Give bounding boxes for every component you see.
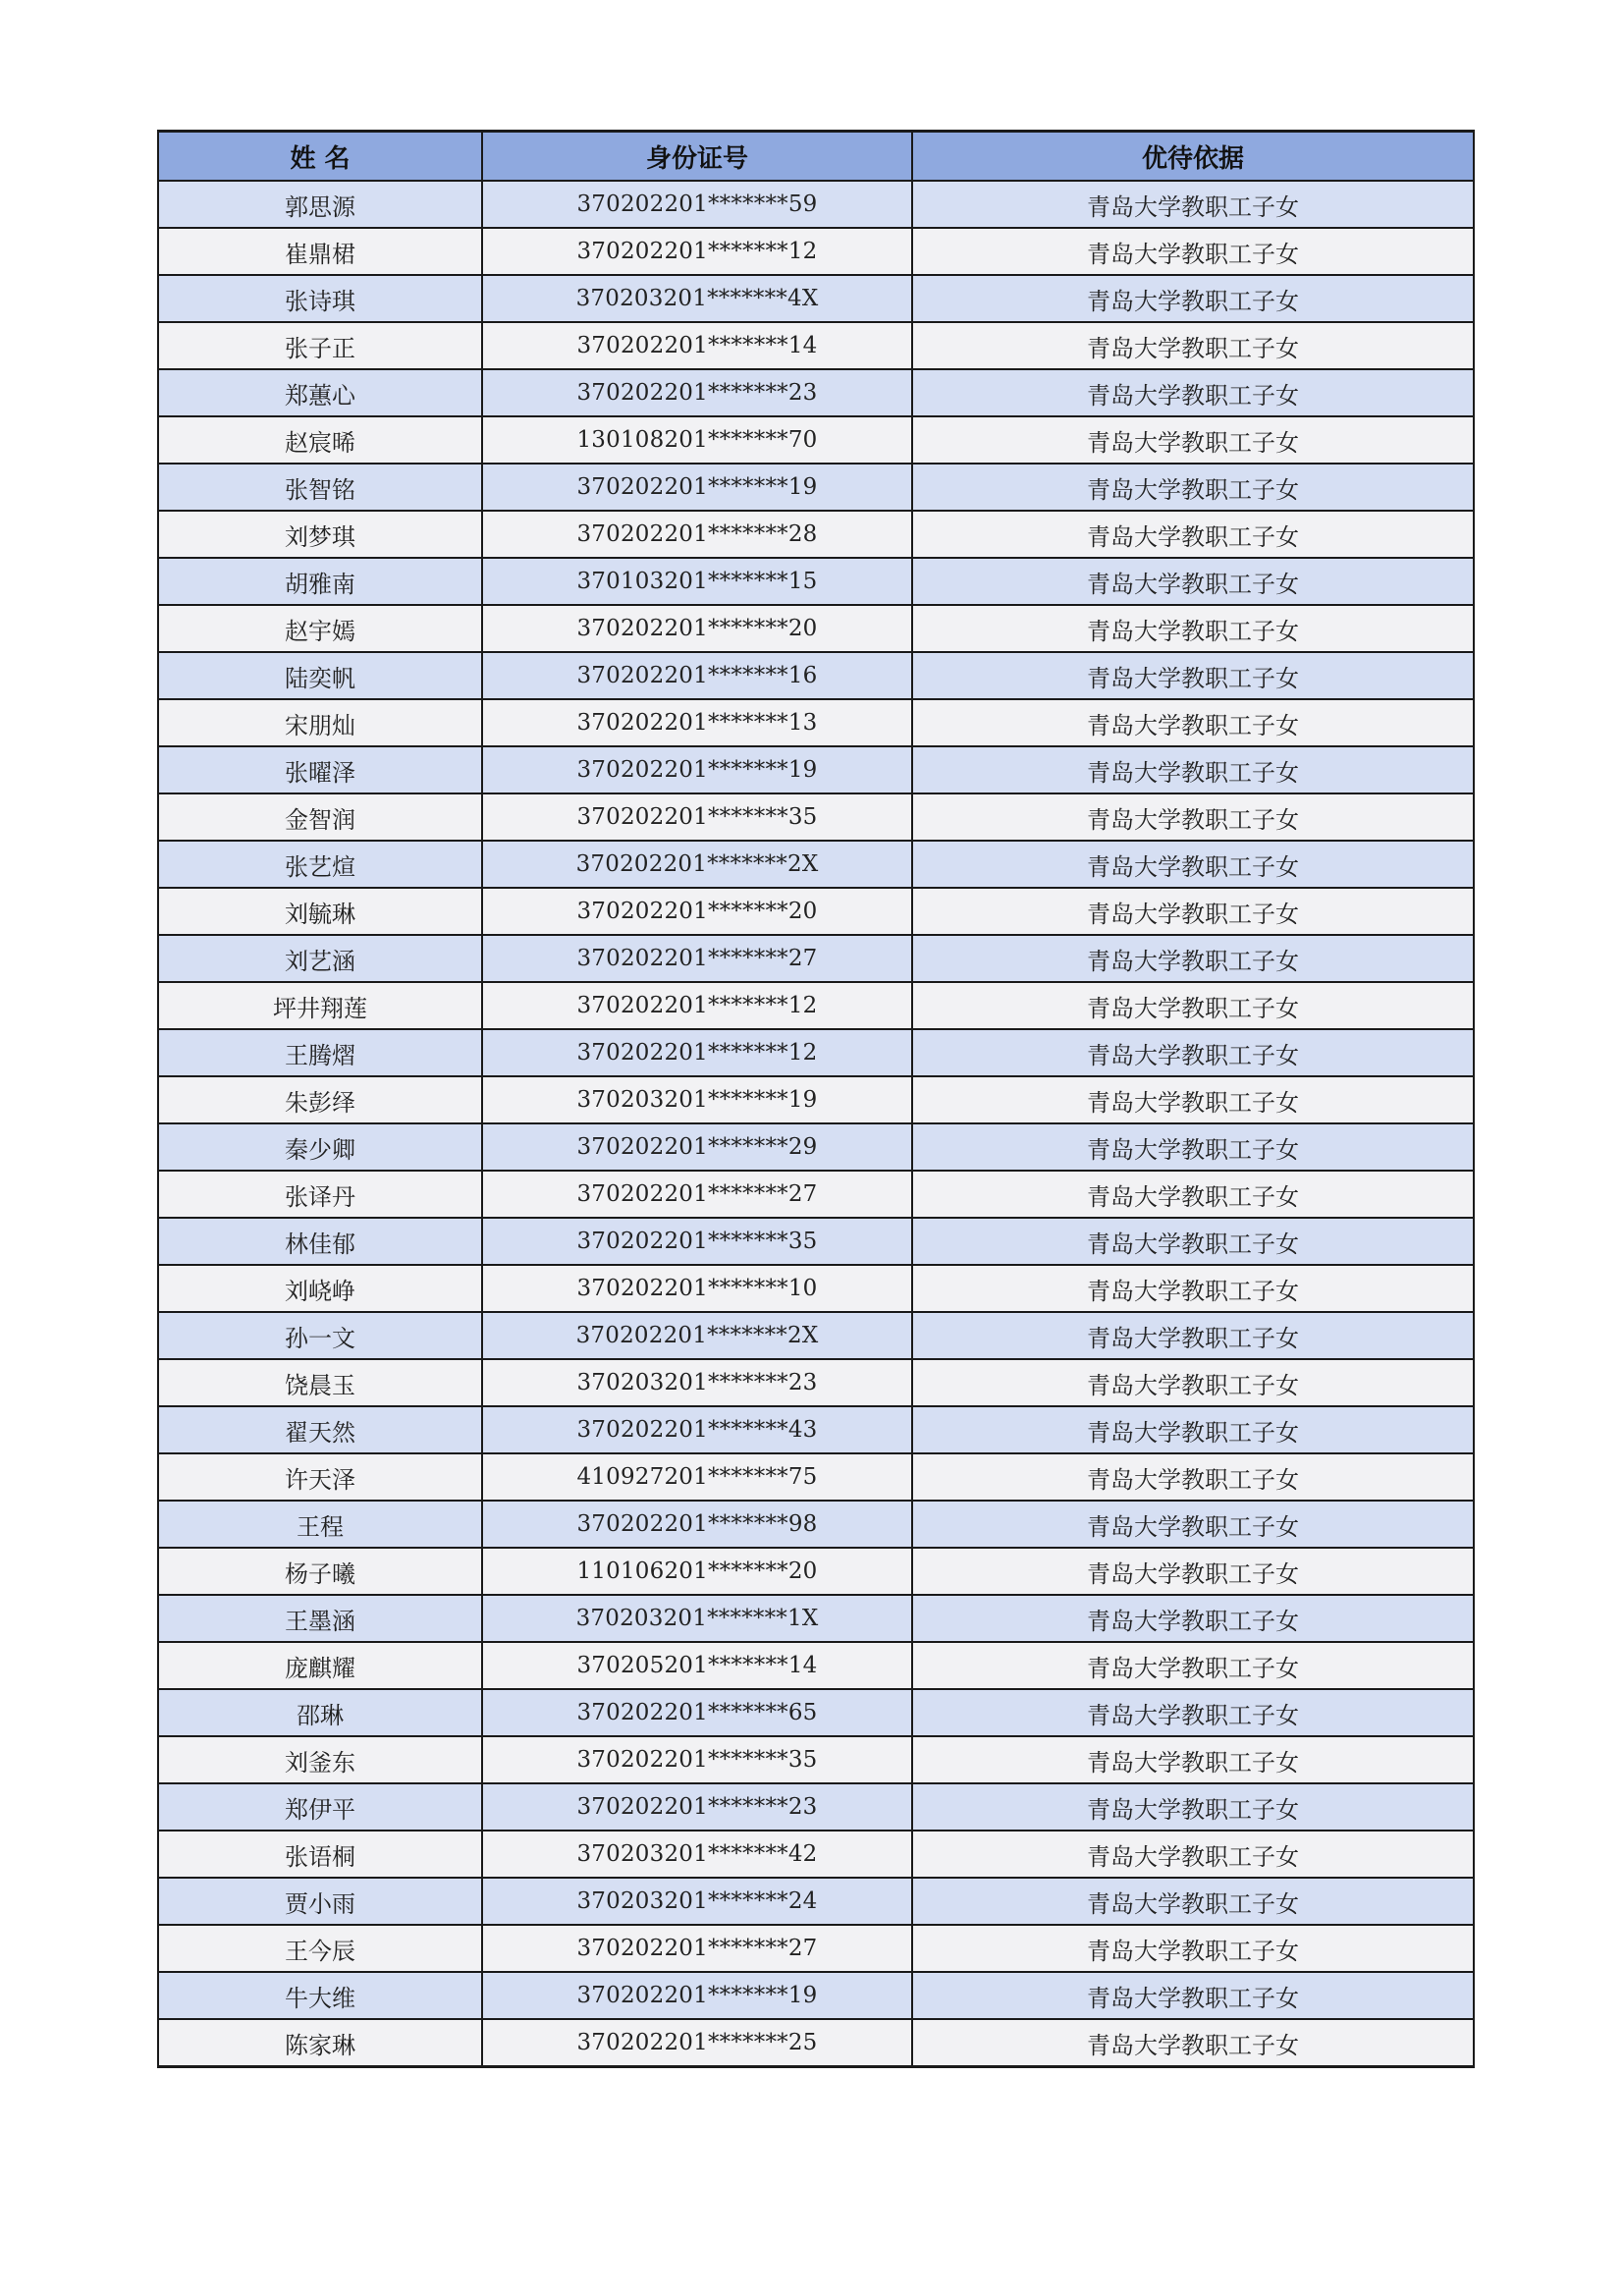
cell-basis: 青岛大学教职工子女 [912, 888, 1474, 935]
cell-id-number: 370202201*******16 [482, 652, 912, 699]
cell-basis: 青岛大学教职工子女 [912, 181, 1474, 228]
cell-id-number: 370205201*******14 [482, 1642, 912, 1689]
cell-basis: 青岛大学教职工子女 [912, 793, 1474, 841]
cell-name: 饶晨玉 [158, 1359, 482, 1406]
table-row [158, 699, 1474, 746]
table-row [158, 1359, 1474, 1406]
cell-name: 张智铭 [158, 464, 482, 511]
cell-basis: 青岛大学教职工子女 [912, 652, 1474, 699]
cell-basis: 青岛大学教职工子女 [912, 1265, 1474, 1312]
cell-name: 刘釜东 [158, 1736, 482, 1783]
cell-basis: 青岛大学教职工子女 [912, 935, 1474, 982]
cell-name: 王今辰 [158, 1925, 482, 1972]
cell-name: 刘峣峥 [158, 1265, 482, 1312]
cell-basis: 青岛大学教职工子女 [912, 464, 1474, 511]
cell-basis: 青岛大学教职工子女 [912, 416, 1474, 464]
cell-id-number: 370202201*******20 [482, 888, 912, 935]
cell-name: 秦少卿 [158, 1123, 482, 1171]
cell-id-number: 370203201*******23 [482, 1359, 912, 1406]
table-row [158, 1218, 1474, 1265]
cell-basis: 青岛大学教职工子女 [912, 1218, 1474, 1265]
table-row [158, 2019, 1474, 2067]
cell-id-number: 370203201*******42 [482, 1831, 912, 1878]
cell-basis: 青岛大学教职工子女 [912, 369, 1474, 416]
cell-id-number: 370202201*******28 [482, 511, 912, 558]
cell-name: 郑蕙心 [158, 369, 482, 416]
table-body [158, 181, 1474, 2067]
cell-name: 胡雅南 [158, 558, 482, 605]
header-id-number: 身份证号 [482, 132, 912, 182]
table-row [158, 275, 1474, 322]
cell-name: 陆奕帆 [158, 652, 482, 699]
cell-id-number: 370203201*******4X [482, 275, 912, 322]
cell-id-number: 370203201*******24 [482, 1878, 912, 1925]
table-row [158, 1972, 1474, 2019]
cell-basis: 青岛大学教职工子女 [912, 1359, 1474, 1406]
table-row [158, 1453, 1474, 1501]
table-row [158, 746, 1474, 793]
cell-id-number: 370202201*******35 [482, 793, 912, 841]
cell-basis: 青岛大学教职工子女 [912, 982, 1474, 1029]
cell-basis: 青岛大学教职工子女 [912, 275, 1474, 322]
cell-id-number: 370202201*******27 [482, 935, 912, 982]
cell-name: 孙一文 [158, 1312, 482, 1359]
cell-name: 郭思源 [158, 181, 482, 228]
cell-name: 王墨涵 [158, 1595, 482, 1642]
cell-id-number: 370202201*******19 [482, 1972, 912, 2019]
cell-basis: 青岛大学教职工子女 [912, 558, 1474, 605]
table-row [158, 982, 1474, 1029]
cell-name: 坪井翔莲 [158, 982, 482, 1029]
cell-name: 崔鼎桾 [158, 228, 482, 275]
cell-basis: 青岛大学教职工子女 [912, 746, 1474, 793]
cell-basis: 青岛大学教职工子女 [912, 1076, 1474, 1123]
cell-id-number: 370202201*******2X [482, 1312, 912, 1359]
cell-id-number: 370103201*******15 [482, 558, 912, 605]
cell-basis: 青岛大学教职工子女 [912, 699, 1474, 746]
cell-name: 宋朋灿 [158, 699, 482, 746]
cell-basis: 青岛大学教职工子女 [912, 1501, 1474, 1548]
cell-id-number: 370202201*******12 [482, 228, 912, 275]
table-row [158, 1925, 1474, 1972]
cell-basis: 青岛大学教职工子女 [912, 1783, 1474, 1831]
table-row [158, 888, 1474, 935]
cell-basis: 青岛大学教职工子女 [912, 322, 1474, 369]
spreadsheet-page [157, 130, 1473, 2068]
table-row [158, 1171, 1474, 1218]
table-row [158, 652, 1474, 699]
table-row [158, 1265, 1474, 1312]
cell-id-number: 370202201*******14 [482, 322, 912, 369]
cell-id-number: 370202201*******27 [482, 1171, 912, 1218]
cell-basis: 青岛大学教职工子女 [912, 1548, 1474, 1595]
cell-basis: 青岛大学教职工子女 [912, 1736, 1474, 1783]
cell-id-number: 370203201*******19 [482, 1076, 912, 1123]
cell-name: 贾小雨 [158, 1878, 482, 1925]
cell-basis: 青岛大学教职工子女 [912, 2019, 1474, 2067]
cell-id-number: 370202201*******25 [482, 2019, 912, 2067]
cell-basis: 青岛大学教职工子女 [912, 1972, 1474, 2019]
cell-id-number: 370202201*******2X [482, 841, 912, 888]
cell-id-number: 410927201*******75 [482, 1453, 912, 1501]
cell-basis: 青岛大学教职工子女 [912, 511, 1474, 558]
cell-name: 张子正 [158, 322, 482, 369]
cell-basis: 青岛大学教职工子女 [912, 1406, 1474, 1453]
cell-name: 庞麒耀 [158, 1642, 482, 1689]
cell-basis: 青岛大学教职工子女 [912, 1029, 1474, 1076]
table-row [158, 1406, 1474, 1453]
table-row [158, 1878, 1474, 1925]
table-row [158, 1029, 1474, 1076]
header-row [158, 132, 1474, 182]
cell-basis: 青岛大学教职工子女 [912, 841, 1474, 888]
cell-basis: 青岛大学教职工子女 [912, 1595, 1474, 1642]
cell-basis: 青岛大学教职工子女 [912, 1689, 1474, 1736]
table-row [158, 1831, 1474, 1878]
cell-name: 朱彭绎 [158, 1076, 482, 1123]
cell-id-number: 370202201*******27 [482, 1925, 912, 1972]
table-row [158, 464, 1474, 511]
cell-id-number: 370202201*******29 [482, 1123, 912, 1171]
preferential-treatment-table [157, 130, 1475, 2068]
cell-name: 许天泽 [158, 1453, 482, 1501]
cell-id-number: 370202201*******35 [482, 1736, 912, 1783]
table-row [158, 1312, 1474, 1359]
cell-name: 杨子曦 [158, 1548, 482, 1595]
cell-id-number: 370202201*******19 [482, 746, 912, 793]
table-row [158, 841, 1474, 888]
cell-id-number: 370203201*******1X [482, 1595, 912, 1642]
cell-name: 赵宸晞 [158, 416, 482, 464]
cell-id-number: 370202201*******12 [482, 982, 912, 1029]
cell-name: 刘毓琳 [158, 888, 482, 935]
cell-name: 张艺煊 [158, 841, 482, 888]
cell-id-number: 370202201*******20 [482, 605, 912, 652]
cell-basis: 青岛大学教职工子女 [912, 605, 1474, 652]
cell-id-number: 370202201*******23 [482, 369, 912, 416]
table-row [158, 369, 1474, 416]
table-row [158, 1595, 1474, 1642]
cell-name: 张语桐 [158, 1831, 482, 1878]
cell-name: 林佳郁 [158, 1218, 482, 1265]
table-row [158, 1501, 1474, 1548]
header-name: 姓 名 [158, 132, 482, 182]
cell-basis: 青岛大学教职工子女 [912, 1878, 1474, 1925]
table-row [158, 1689, 1474, 1736]
cell-basis: 青岛大学教职工子女 [912, 1925, 1474, 1972]
cell-name: 金智润 [158, 793, 482, 841]
header-basis: 优待依据 [912, 132, 1474, 182]
cell-id-number: 370202201*******43 [482, 1406, 912, 1453]
cell-basis: 青岛大学教职工子女 [912, 1831, 1474, 1878]
table-row [158, 228, 1474, 275]
cell-id-number: 370202201*******35 [482, 1218, 912, 1265]
cell-name: 刘梦琪 [158, 511, 482, 558]
table-row [158, 1123, 1474, 1171]
cell-name: 陈家琳 [158, 2019, 482, 2067]
table-row [158, 1783, 1474, 1831]
table-row [158, 793, 1474, 841]
table-row [158, 511, 1474, 558]
cell-id-number: 110106201*******20 [482, 1548, 912, 1595]
cell-id-number: 370202201*******19 [482, 464, 912, 511]
cell-name: 赵宇嫣 [158, 605, 482, 652]
table-row [158, 1076, 1474, 1123]
cell-basis: 青岛大学教职工子女 [912, 1171, 1474, 1218]
cell-id-number: 370202201*******98 [482, 1501, 912, 1548]
cell-basis: 青岛大学教职工子女 [912, 1453, 1474, 1501]
cell-name: 翟天然 [158, 1406, 482, 1453]
cell-basis: 青岛大学教职工子女 [912, 1123, 1474, 1171]
cell-id-number: 370202201*******65 [482, 1689, 912, 1736]
cell-id-number: 370202201*******10 [482, 1265, 912, 1312]
table-row [158, 416, 1474, 464]
cell-name: 刘艺涵 [158, 935, 482, 982]
cell-name: 郑伊平 [158, 1783, 482, 1831]
table-header [158, 132, 1474, 182]
table-row [158, 935, 1474, 982]
cell-basis: 青岛大学教职工子女 [912, 1642, 1474, 1689]
table-row [158, 605, 1474, 652]
cell-id-number: 130108201*******70 [482, 416, 912, 464]
cell-id-number: 370202201*******12 [482, 1029, 912, 1076]
cell-id-number: 370202201*******23 [482, 1783, 912, 1831]
table-row [158, 558, 1474, 605]
table-row [158, 322, 1474, 369]
cell-name: 张译丹 [158, 1171, 482, 1218]
cell-name: 王程 [158, 1501, 482, 1548]
cell-name: 张诗琪 [158, 275, 482, 322]
cell-basis: 青岛大学教职工子女 [912, 228, 1474, 275]
table-row [158, 1736, 1474, 1783]
table-row [158, 1642, 1474, 1689]
cell-name: 邵琳 [158, 1689, 482, 1736]
cell-name: 王腾熠 [158, 1029, 482, 1076]
table-row [158, 181, 1474, 228]
cell-name: 牛大维 [158, 1972, 482, 2019]
cell-basis: 青岛大学教职工子女 [912, 1312, 1474, 1359]
cell-name: 张曜泽 [158, 746, 482, 793]
table-row [158, 1548, 1474, 1595]
cell-id-number: 370202201*******13 [482, 699, 912, 746]
cell-id-number: 370202201*******59 [482, 181, 912, 228]
